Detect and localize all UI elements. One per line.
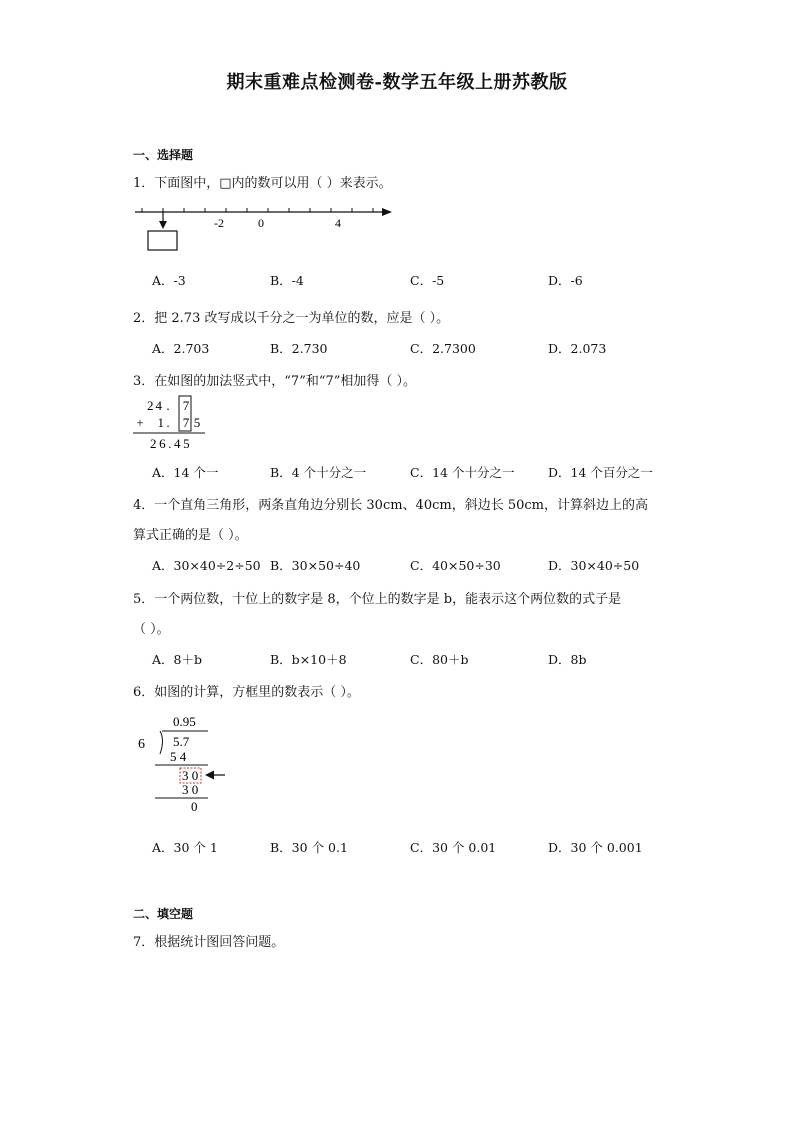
question-4-stem-line2: 算式正确的是（ ）。 <box>133 528 248 543</box>
q1-option-c: C．-5 <box>410 273 445 288</box>
row3-sum: 26.45 <box>150 436 193 451</box>
plus-sign: + <box>136 415 144 430</box>
boxed-remainder: 3 0 <box>182 768 199 783</box>
q5-option-a: A．8＋b <box>152 652 202 667</box>
row1-digit-7: 7 <box>182 398 190 413</box>
q4-option-a: A．30×40÷2÷50 <box>152 558 261 573</box>
dividend: 5.7 <box>173 734 190 749</box>
q6-option-b: B．30 个 0.1 <box>270 840 348 855</box>
divisor: 6 <box>138 737 145 752</box>
q4-option-c: C．40×50÷30 <box>410 558 501 573</box>
q1-option-b: B．-4 <box>270 273 304 288</box>
q6-option-d: D．30 个 0.001 <box>548 840 643 855</box>
division-bracket <box>160 731 163 754</box>
q2-option-a: A．2.703 <box>152 341 210 356</box>
q3-option-b: B．4 个十分之一 <box>270 465 367 480</box>
q4-option-b: B．30×50÷40 <box>270 558 361 573</box>
question-2-stem: 2．把 2.73 改写成以千分之一为单位的数，应是（ ）。 <box>133 311 450 326</box>
question-1-stem: 1．下面图中，□内的数可以用（ ）来表示。 <box>133 176 392 191</box>
answer-box <box>148 231 177 250</box>
q1-option-a: A．-3 <box>152 273 186 288</box>
final-remainder: 0 <box>191 799 198 814</box>
section-heading-choice: 一、选择题 <box>133 148 194 162</box>
q3-option-a: A．14 个一 <box>152 465 219 480</box>
pointer-arrow-icon <box>159 221 167 229</box>
q1-option-d: D．-6 <box>548 273 583 288</box>
number-line-figure <box>130 200 400 256</box>
left-arrow-icon <box>205 771 214 780</box>
q2-option-c: C．2.7300 <box>410 341 476 356</box>
row1-integer: 24 <box>147 398 164 413</box>
q5-option-d: D．8b <box>548 652 587 667</box>
q2-option-b: B．2.730 <box>270 341 328 356</box>
question-6-stem: 6．如图的计算，方框里的数表示（ ）。 <box>133 685 360 700</box>
q2-option-d: D．2.073 <box>548 341 607 356</box>
row2-integer: 1 <box>157 415 164 430</box>
addition-vertical-figure <box>130 393 210 453</box>
q3-option-d: D．14 个百分之一 <box>548 465 653 480</box>
q6-option-c: C．30 个 0.01 <box>410 840 497 855</box>
first-product: 5 4 <box>170 749 187 764</box>
q3-option-c: C．14 个十分之一 <box>410 465 515 480</box>
q6-option-a: A．30 个 1 <box>152 840 218 855</box>
question-5-stem-line1: 5．一个两位数，十位上的数字是 8，个位上的数字是 b，能表示这个两位数的式子是 <box>133 592 622 607</box>
long-division-figure <box>130 710 240 818</box>
q4-option-d: D．30×40÷50 <box>548 558 640 573</box>
row2-digit-5: 5 <box>193 415 201 430</box>
question-3-stem: 3．在如图的加法竖式中，“7”和“7”相加得（ ）。 <box>133 374 417 389</box>
tick-label-4: 4 <box>335 216 341 230</box>
tick-label-0: 0 <box>258 216 264 230</box>
tick-label-neg2: -2 <box>214 216 224 230</box>
section-heading-fill: 二、填空题 <box>133 907 194 921</box>
axis-arrow-icon <box>382 208 392 216</box>
row2-digit-7: 7 <box>182 415 190 430</box>
second-product: 3 0 <box>182 782 199 797</box>
q5-option-c: C．80＋b <box>410 652 469 667</box>
q5-option-b: B．b×10＋8 <box>270 652 347 667</box>
question-5-stem-line2: （ ）。 <box>133 622 170 637</box>
page-title: 期末重难点检测卷-数学五年级上册苏教版 <box>226 72 568 93</box>
quotient: 0.95 <box>173 714 196 729</box>
question-4-stem-line1: 4．一个直角三角形，两条直角边分别长 30cm、40cm，斜边长 50cm，计算斜边上的高 <box>133 498 648 513</box>
question-7-stem: 7．根据统计图回答问题。 <box>133 935 285 950</box>
row1-dot: . <box>166 398 170 413</box>
row2-dot: . <box>166 415 170 430</box>
